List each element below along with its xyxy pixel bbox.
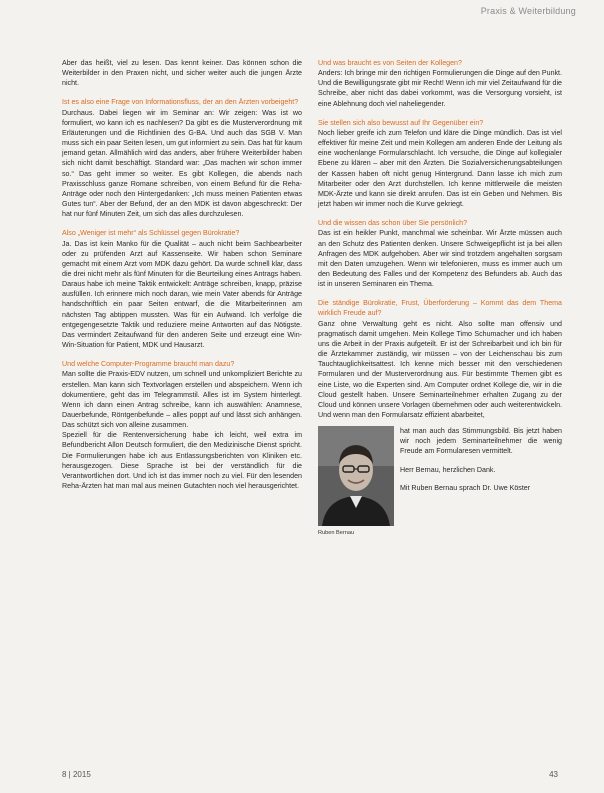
portrait-block [318, 426, 562, 574]
interview-question: Und die wissen das schon über Sie persönlich? [318, 219, 468, 228]
section-header: Praxis & Weiterbildung [480, 6, 576, 16]
interview-question: Also „Weniger ist mehr“ als Schlüssel gegen Bürokratie? [62, 229, 240, 238]
paragraph: Ja. Das ist kein Manko für die Qualität – auch nicht beim Sachbearbeiter oder zu prüfenden Arzt auf Kassenseite. Wir haben schon Seminare gemacht mit einem Arzt vom MDK dazu gehört. Da wurde schnell klar, dass die drei nicht mehr als fünf Minuten für die Beurteilung eines Antrags haben. Daraus habe ich meine Taktik entwickelt: Anträge schreiben, knapp, präzise ausfüllen. Ich erinnere mich noch daran, wie mein Vater abends für Anträge handschriftlich ein paar Seiten entwarf, die die Mitarbeiterinnen am nächsten Tag abtippen mussten. Was für ein Aufwand. Ich verfolge die entgegengesetzte Taktik und reduziere meine Antworten auf das Nötigste. Das vermindert Zeitaufwand für den anderen Seite und erzeugt eine Win-Win-Situation für Patient, MDK und Hausarzt. [62, 239, 302, 350]
paragraph: Aber das heißt, viel zu lesen. Das kennt keiner. Das können schon die Weiterbilder in den Praxen nicht, und sicher weiter auch die jungen Ärzte nicht. [62, 59, 302, 88]
page-number: 43 [549, 770, 558, 779]
interview-credit: Mit Ruben Bernau sprach Dr. Uwe Köster [400, 483, 531, 492]
paragraph: Anders: Ich bringe mir den richtigen Formulierungen die Dinge auf den Punkt. Und die Bewilligungsrate gibt mir Recht! Wenn ich mir viel Zeitaufwand für die Schreibe, aber nicht das dabei vorkommt, was die Versorgung vorsieht, ist eine Ablehnung doch viel naheliegender. [318, 69, 562, 108]
issue-number: 8 | 2015 [62, 770, 91, 779]
portrait-photo [318, 426, 394, 526]
interview-question: Und welche Computer-Programme braucht man dazu? [62, 360, 235, 369]
interview-question: Ist es also eine Frage von Informationsfluss, der an den Ärzten vorbeigeht? [62, 98, 299, 107]
interview-question: Und was braucht es von Seiten der Kollegen? [318, 59, 462, 67]
right-column [318, 58, 562, 574]
paragraph: hat man auch das Stimmungsbild. Bis jetzt haben wir noch jedem Seminarteilnehmer die wenig Freude am Formularesen vermittelt. [400, 427, 562, 456]
paragraph: Das ist ein heikler Punkt, manchmal wie scheinbar. Wir Ärzte müssen auch an den Schutz des Patienten denken. Unsere Schweigepflicht ist ja bei allen Anfragen des MDK aufgehoben. Aber wir sind trotzdem angehalten sorgsam mit den Daten umzugehen. Wenn wir telefonieren, muss es immer auch um den Bedeutung des Falles und der Kompetenz des Befunders ab. Auch das ist in unseren Seminaren ein Thema. [318, 229, 562, 289]
paragraph: Durchaus. Dabei liegen wir im Seminar an: Wir zeigen: Was ist wo formuliert, wo kann ich es nachlesen? Da gibt es die Musterverordnung mit Erläuterungen und die Richtlinien des G-BA. Und auch das SGB V. Man muss sich ein paar Seiten lesen, um gut informiert zu sein. Das hat für kaum jemand getan. Allmählich wird das anders, aber frühere Weiterbilder haben sich nicht damit beschäftigt. Standard war: „Das machen wir schon immer so.“ Das geht immer so weiter. Es gibt Kollegen, die abends nach Praxisschluss ganze Romane schreiben, von einem Befund für die Reha-Anträge oder noch den Hintergedanken: „Ich muss meinen Patienten etwas Gutes tun“. Aber der Befund, der an den MDK ist davon abgeschreckt: Der hat nur fünf Minuten Zeit, um sich das alles durchzulesen. [62, 108, 302, 219]
interview-question: Die ständige Bürokratie, Frust, Überforderung – Kommt das dem Thema wirklich Freude auf? [318, 299, 562, 318]
paragraph: Noch lieber greife ich zum Telefon und kläre die Dinge mündlich. Das ist viel effektiver für meine Zeit und mein Kollegen am anderen Ende der Leitung als eine wochenlange Formularschlacht. Ich versuche, die Dinge auf kollegialer Ebene zu klären – aber mit den Ärzten. Die Sozialversicherungsabteilungen der Kassen haben oft nicht genug Hintergrund. Dann lasse ich mich zum Mitarbeiter oder den Arzt durchstellen. Ich kenne mittlerweile die meisten MDK-Ärzte und kann sie direkt anrufen. Das ist ein Geben und Nehmen. Bis jetzt haben wir immer noch die Kurve gekriegt. [318, 128, 562, 209]
photo-caption: Ruben Bernau [318, 530, 355, 537]
left-column [62, 58, 302, 491]
paragraph: Man sollte die Praxis-EDV nutzen, um schnell und unkompliziert Berichte zu erstellen. Man kann sich Textvorlagen erstellen und abspeichern. Wenn ich dokumentiere, geht das im Telegrammstil. Alles ist im System hinterlegt. Wenn ich dann einen Antrag schreibe, kann ich auswählen: Anamnese, Dauerbefunde, Röntgenbefunde – alles poppt auf und lässt sich anhängen. Das schützt sich von alleine zusammen. [62, 370, 302, 430]
photo-side-text [400, 426, 562, 493]
person-portrait-icon [318, 426, 394, 526]
paragraph: Ganz ohne Verwaltung geht es nicht. Also sollte man offensiv und pragmatisch damit umgehen. Mein Kollege Timo Schumacher und ich haben uns die Arbeit in der Praxis aufgeteilt. Er ist der Schreibarbeit und ich bin für die Ärztekammer zuständig, wir müssen – von der Leichenschau bis zum Tauchtauglichkeitsattest. Ich kenne mich besser mit den verschiedenen Formularen und der Musterverordnung aus. Für bestimmte Themen gibt es eine Liste, wo die Experten sind. Am Computer ordnet Kollege die, wir in die Cloud gestellt haben. Unsere Seminarteilnehmer erhalten Zugang zu der Cloud und können unsere Vorlagen übernehmen oder auch weiterentwickeln. Und wenn man den Formularsatz effizient abarbeitet, [318, 319, 562, 419]
closing-thanks: Herr Bernau, herzlichen Dank. [400, 465, 496, 474]
paragraph: Speziell für die Rentenversicherung habe ich leicht, weil extra im Befundbericht Allon Deutsch formuliert, die den Medizinische Dienst spricht. Die Formulierungen habe ich aus Entlassungsberichten von Kliniken etc. herausgezogen. Diese Sprache ist bei der verständlich für die Verantwortlichen dort. Und ich ist das immer noch zu viel. Für den lesenden Reha-Ärzten hat man mal aus meinen Gutachten noch viel herausgerichtet. [62, 431, 302, 491]
interview-question: Sie stellen sich also bewusst auf Ihr Gegenüber ein? [318, 118, 484, 127]
